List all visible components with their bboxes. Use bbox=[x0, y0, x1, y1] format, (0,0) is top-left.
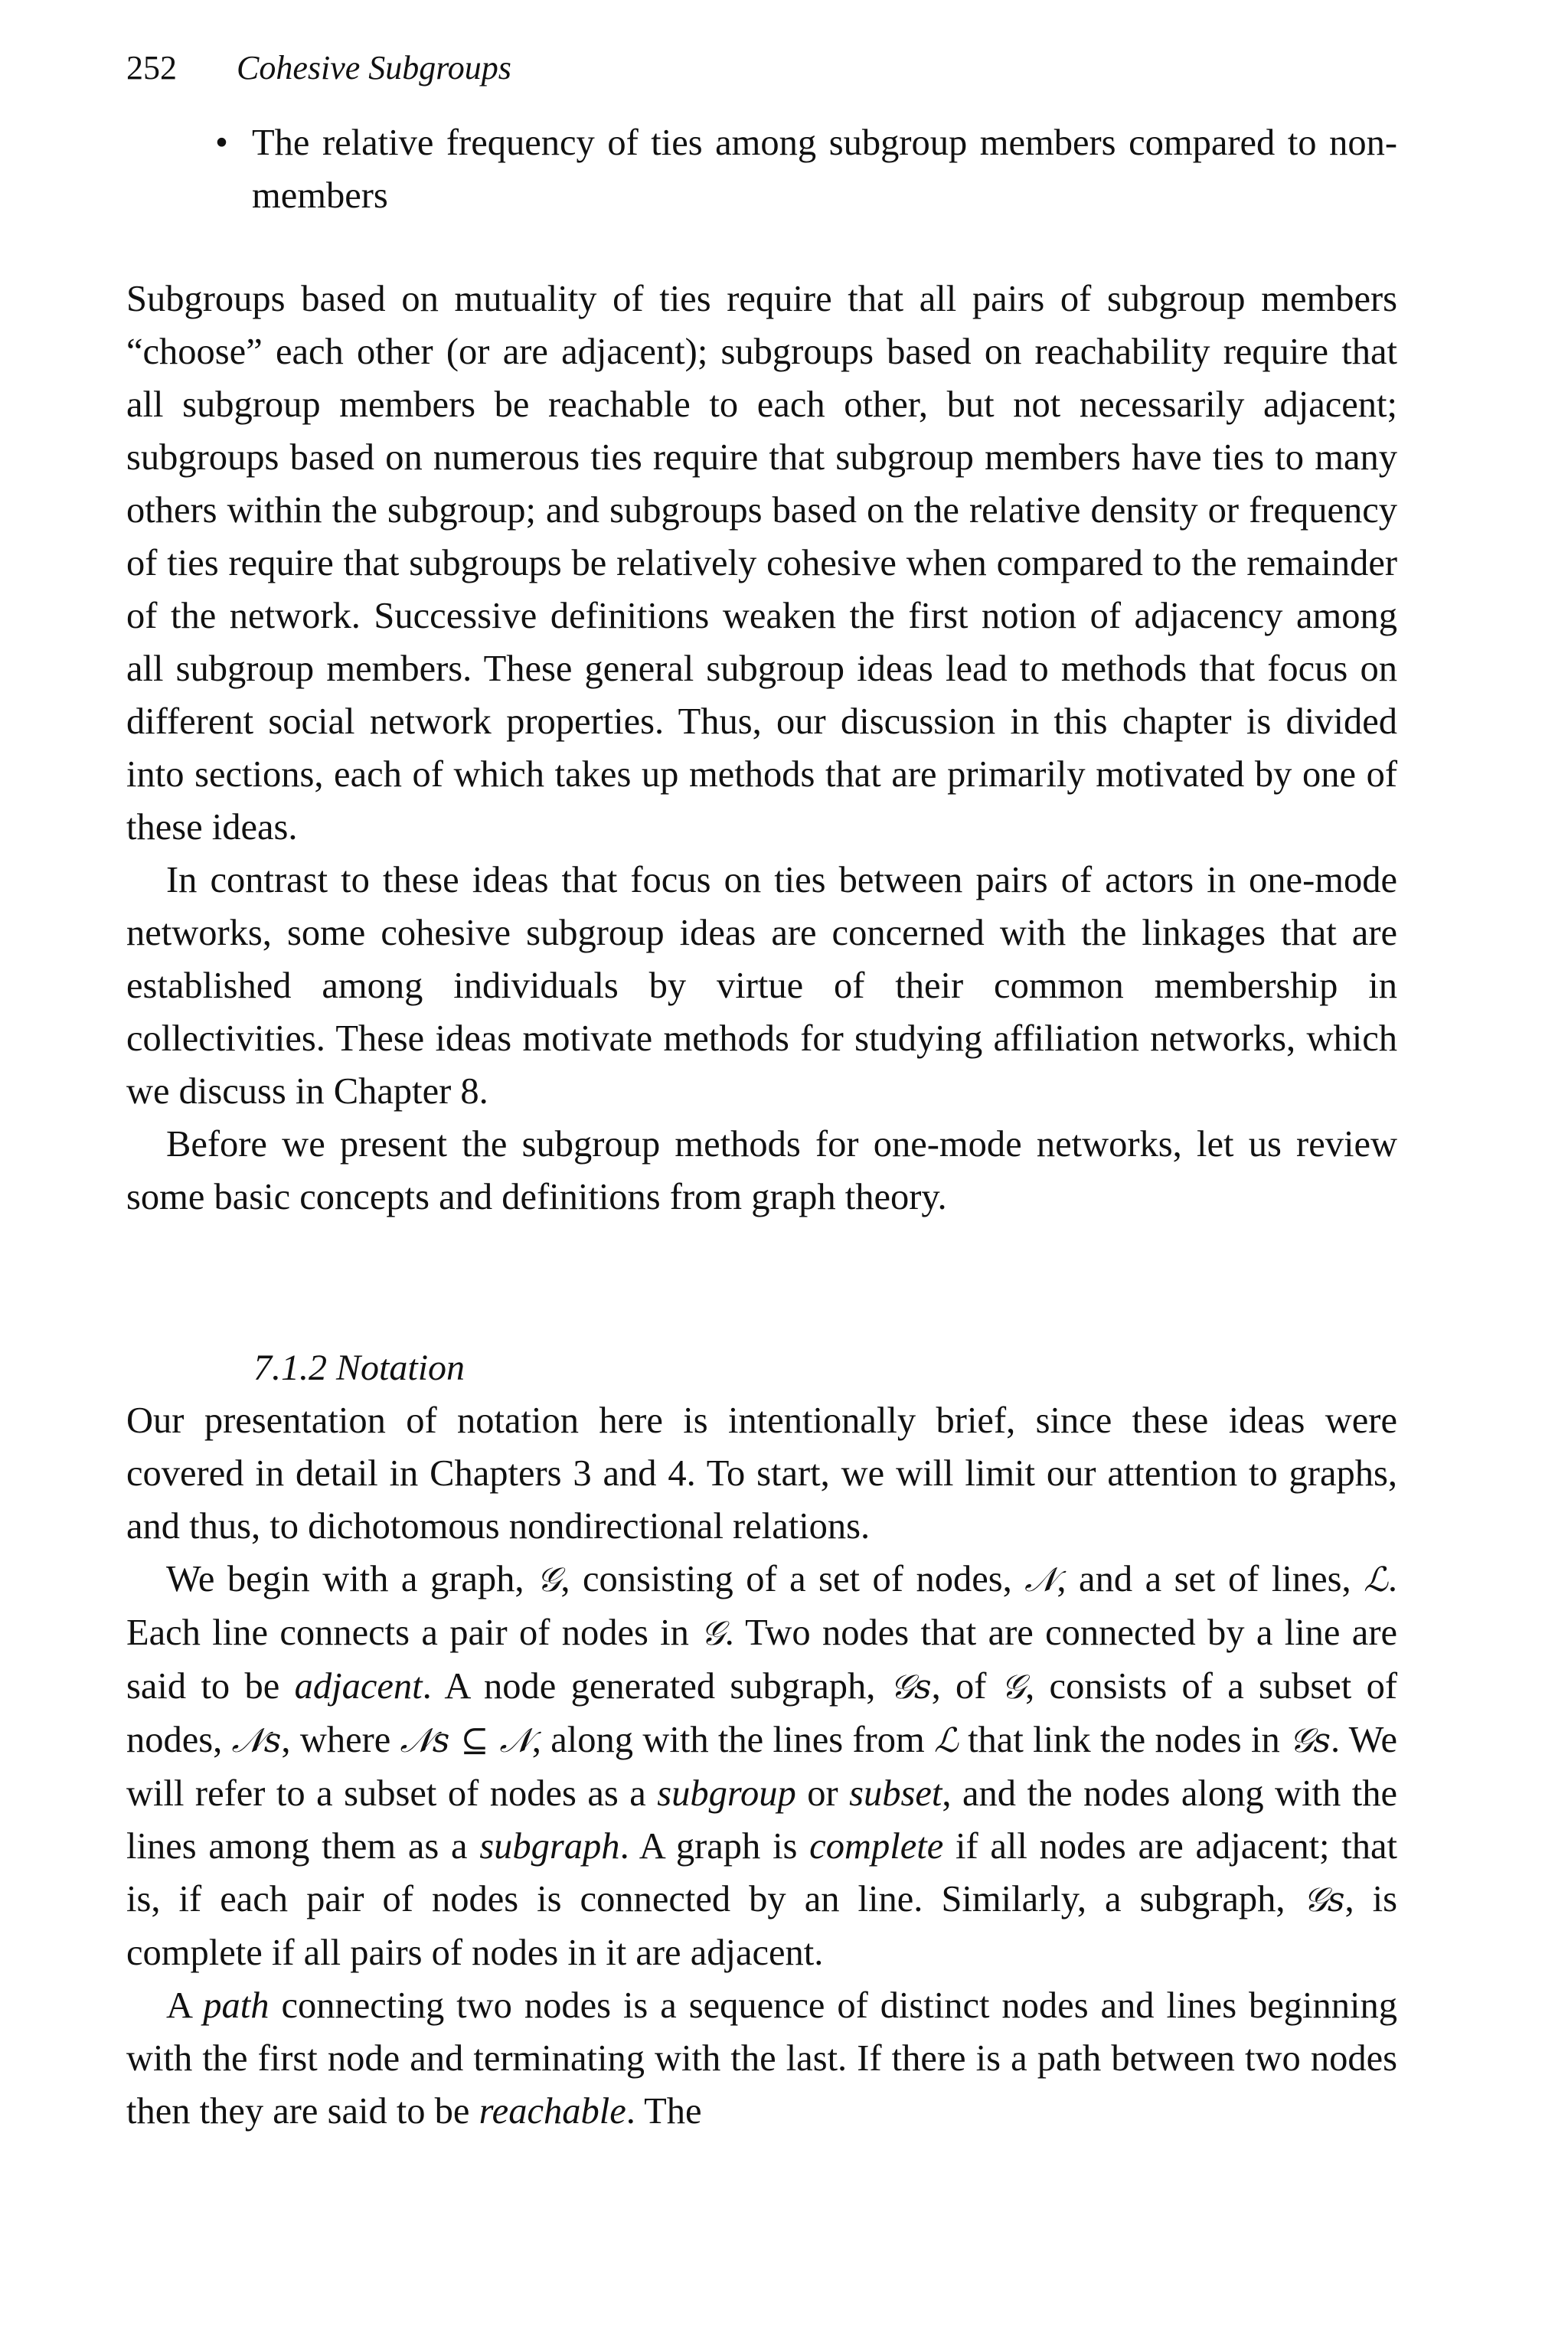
symbol-subset-relation: 𝒩s ⊆ 𝒩 bbox=[400, 1721, 532, 1760]
paragraph-subgroup-ideas: Subgroups based on mutuality of ties require that all pairs of subgroup members “choose” each other (or are adjacent); subgroups based on reachability require that all subgroup members be reachable to each other, but not necessarily adjacent; subgroups based on numerous ties require that subgroup members have ties to many others within the subgroup; and subgroups based on the relative density or frequency of ties require that subgroups be relatively cohesive when compared to the remainder of the network. Successive definitions weaken the first notion of adjacency among all subgroup members. These general subgroup ideas lead to methods that focus on different social network properties. Thus, our discussion in this chapter is divided into sections, each of which takes up methods that are primarily motivated by one of these ideas. bbox=[126, 279, 1397, 848]
section-number: 7.1.2 bbox=[253, 1348, 327, 1388]
term-subset: subset bbox=[849, 1773, 942, 1814]
page-number: 252 bbox=[126, 49, 177, 87]
term-reachable: reachable bbox=[479, 2091, 626, 2132]
symbol-graph: 𝒢 bbox=[1001, 1668, 1026, 1707]
term-subgroup: subgroup bbox=[657, 1773, 796, 1814]
bullet-item bbox=[215, 116, 1397, 222]
symbol-lines: ℒ bbox=[934, 1721, 959, 1760]
paragraph-before-methods: Before we present the subgroup methods for one-mode networks, let us review some basic concepts and definitions from graph theory. bbox=[126, 1124, 1397, 1217]
term-path: path bbox=[203, 1985, 270, 2026]
symbol-graph: 𝒢 bbox=[701, 1614, 725, 1653]
bullet-icon: • bbox=[215, 123, 228, 163]
section-heading bbox=[126, 1341, 1397, 1394]
paragraph-affiliation: In contrast to these ideas that focus on ties between pairs of actors in one-mode networks, some cohesive subgroup ideas are concerned with the linkages that are established among individuals by virtue of their common membership in collectivities. These ideas motivate methods for studying affiliation networks, which we discuss in Chapter 8. bbox=[126, 860, 1397, 1112]
symbol-subset-nodes: 𝒩s bbox=[231, 1721, 282, 1760]
paragraph-graph-definitions: We begin with a graph, 𝒢, consisting of a set of nodes, 𝒩, and a set of lines, ℒ. Each line connects a pair of nodes in 𝒢. Two nodes that are connected by a line are said to be adjacent. A node generated subgraph, 𝒢s, of 𝒢, consists of a subset of nodes, 𝒩s, where 𝒩s ⊆ 𝒩, along with the lines from ℒ that link the nodes in 𝒢s. We will refer to a subset of nodes as a subgroup or subset, and the nodes along with the lines among them as a subgraph. A graph is complete if all nodes are adjacent; that is, if each pair of nodes is connected by an line. Similarly, a subgraph, 𝒢s, is complete if all pairs of nodes in it are adjacent. bbox=[126, 1559, 1398, 1973]
symbol-graph: 𝒢 bbox=[537, 1560, 561, 1599]
symbol-lines: ℒ bbox=[1364, 1560, 1388, 1599]
bullet-text: The relative frequency of ties among subgroup members compared to non-members bbox=[252, 123, 1397, 216]
paragraph-notation-intro: Our presentation of notation here is intentionally brief, since these ideas were covered in detail in Chapters 3 and 4. To start, we will limit our attention to graphs, and thus, to dichotomous nondirectional relations. bbox=[126, 1400, 1397, 1547]
symbol-nodes: 𝒩 bbox=[1024, 1560, 1057, 1599]
paragraph-path-definition: A path connecting two nodes is a sequence of distinct nodes and lines beginning with the first node and terminating with the last. If there is a path between two nodes then they are said to be reachable. The bbox=[126, 1985, 1397, 2132]
running-head bbox=[126, 46, 1397, 107]
term-subgraph: subgraph bbox=[479, 1826, 620, 1867]
symbol-subgraph: 𝒢s bbox=[890, 1668, 932, 1707]
section-title: Notation bbox=[336, 1348, 466, 1388]
page bbox=[126, 46, 1397, 2138]
symbol-subgraph: 𝒢s bbox=[1303, 1880, 1345, 1919]
term-complete: complete bbox=[809, 1826, 944, 1867]
term-adjacent: adjacent bbox=[294, 1666, 423, 1707]
symbol-subgraph: 𝒢s bbox=[1289, 1721, 1331, 1760]
running-title: Cohesive Subgroups bbox=[237, 49, 511, 87]
